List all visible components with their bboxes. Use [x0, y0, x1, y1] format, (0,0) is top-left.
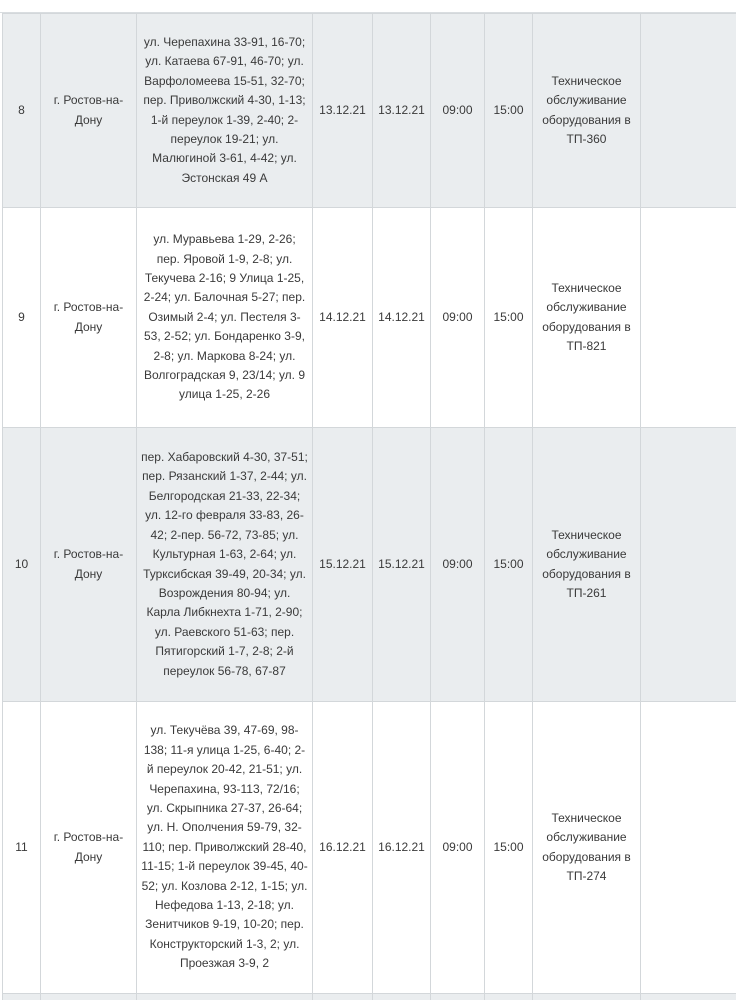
extra-cell	[641, 428, 736, 702]
end-date-cell: 15.12.21	[373, 428, 431, 702]
address-cell: ул. Муравьева 1-29, 2-26; пер. Яровой 1-9, 2-8; ул. Текучева 2-16; 9 Улица 1-25, 2-24; ул. Балочная 5-27; пер. Озимый 2-4; ул. Пестеля 3-53, 2-52; ул. Бондаренко 3-9, 2-8; ул. Маркова 8-24; ул. Волгоградская 9, 23/14; ул. 9 улица 1-25, 2-26	[137, 208, 313, 428]
end-date-cell: 13.12.21	[373, 14, 431, 208]
table-row	[3, 208, 736, 428]
start-date-cell: 16.12.21	[313, 702, 373, 994]
table-row	[3, 428, 736, 702]
address-cell: ул. Текучёва 39, 47-69, 98-138; 11-я улица 1-25, 6-40; 2-й переулок 20-42, 21-51; ул. Черепахина, 93-113, 72/16; ул. Скрыпника 27-37, 26-64; ул. Н. Ополчения 59-79, 32-110; пер. Приволжский 28-40, 11-15; 1-й переулок 39-45, 40-52; ул. Козлова 2-12, 1-15; ул. Нефедова 1-13, 2-18; ул. Зенитчиков 9-19, 10-20; пер. Конструкторский 1-3, 2; ул. Проезжая 3-9, 2	[137, 702, 313, 994]
end-date-cell: 14.12.21	[373, 208, 431, 428]
end-time-cell: 15:00	[485, 702, 533, 994]
start-date-cell: 13.12.21	[313, 14, 373, 208]
row-number: 10	[3, 428, 41, 702]
city-cell: г. Ростов-на-Дону	[41, 428, 137, 702]
city-cell: г. Ростов-на-Дону	[41, 208, 137, 428]
table-row	[3, 702, 736, 994]
start-time-cell: 09:00	[431, 702, 485, 994]
end-time-cell: 15:00	[485, 428, 533, 702]
partial-cell	[41, 994, 137, 1000]
reason-cell: Техническое обслуживание оборудования в ТП-261	[533, 428, 641, 702]
reason-cell: Техническое обслуживание оборудования в ТП-821	[533, 208, 641, 428]
extra-cell	[641, 208, 736, 428]
extra-cell	[641, 14, 736, 208]
page-top-bar	[0, 0, 736, 13]
partial-cell	[485, 994, 533, 1000]
end-date-cell: 16.12.21	[373, 702, 431, 994]
table-row-partial	[3, 994, 736, 1000]
extra-cell	[641, 702, 736, 994]
row-number: 9	[3, 208, 41, 428]
start-time-cell: 09:00	[431, 14, 485, 208]
partial-cell	[431, 994, 485, 1000]
start-time-cell: 09:00	[431, 208, 485, 428]
start-time-cell: 09:00	[431, 428, 485, 702]
partial-cell	[3, 994, 41, 1000]
partial-cell	[373, 994, 431, 1000]
reason-cell: Техническое обслуживание оборудования в ТП-274	[533, 702, 641, 994]
end-time-cell: 15:00	[485, 208, 533, 428]
row-number: 11	[3, 702, 41, 994]
start-date-cell: 14.12.21	[313, 208, 373, 428]
table-row	[3, 14, 736, 208]
partial-cell	[533, 994, 641, 1000]
address-cell: пер. Хабаровский 4-30, 37-51; пер. Рязанский 1-37, 2-44; ул. Белгородская 21-33, 22-34; ул. 12-го февраля 33-83, 26-42; 2-пер. 56-72, 73-85; ул. Культурная 1-63, 2-64; ул. Турксибская 39-49, 20-34; ул. Возрождения 80-94; ул. Карла Либкнехта 1-71, 2-90; ул. Раевского 51-63; пер. Пятигорский 1-7, 2-8; 2-й переулок 56-78, 67-87	[137, 428, 313, 702]
city-cell: г. Ростов-на-Дону	[41, 14, 137, 208]
start-date-cell: 15.12.21	[313, 428, 373, 702]
address-cell: ул. Черепахина 33-91, 16-70; ул. Катаева 67-91, 46-70; ул. Варфоломеева 15-51, 32-70; пер. Приволжский 4-30, 1-13; 1-й переулок 1-39, 2-40; 2-переулок 19-21; ул. Малюгиной 3-61, 4-42; ул. Эстонская 49 А	[137, 14, 313, 208]
city-cell: г. Ростов-на-Дону	[41, 702, 137, 994]
outage-schedule-table	[2, 13, 736, 1000]
row-number: 8	[3, 14, 41, 208]
partial-cell	[313, 994, 373, 1000]
partial-cell	[641, 994, 736, 1000]
reason-cell: Техническое обслуживание оборудования в ТП-360	[533, 14, 641, 208]
partial-cell	[137, 994, 313, 1000]
end-time-cell: 15:00	[485, 14, 533, 208]
